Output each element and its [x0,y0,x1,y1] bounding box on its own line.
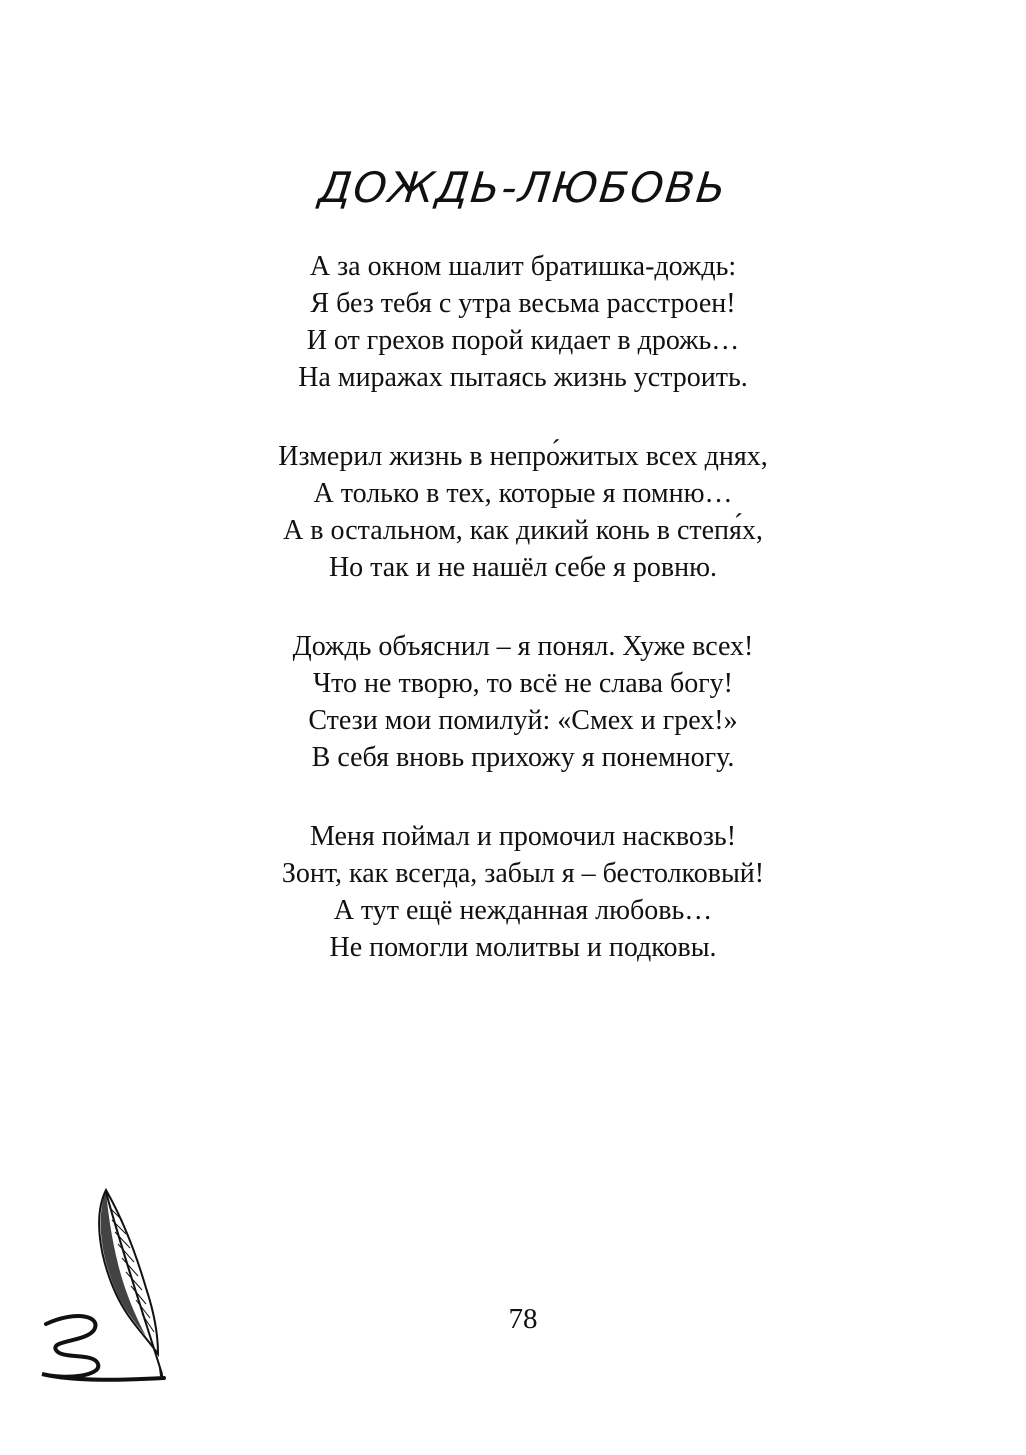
page-number: 78 [508,1303,538,1335]
quill-pen-icon [36,1184,176,1394]
poem-line: Дождь объяснил – я понял. Хуже всех! [292,631,754,662]
poem-line: А только в тех, которые я помню… [313,478,733,509]
poem-line: Стези мои помилуй: «Смех и грех!» [308,705,738,736]
poem-title: ДОЖДЬ-ЛЮБОВЬ [316,163,730,212]
poem-line: А за окном шалит братишка-дождь: [309,251,737,282]
poem-line: Не помогли молитвы и подковы. [329,932,717,963]
poem-line: Я без тебя с утра весьма расстроен! [310,288,736,319]
poem-line: И от грехов порой кидает в дрожь… [306,325,740,356]
poem-line: На миражах пытаясь жизнь устроить. [298,362,748,393]
poem-line: Но так и не нашёл себе я ровню. [328,552,718,583]
poem-line: Зонт, как всегда, забыл я – бестолковый! [281,858,765,889]
poem-body [0,248,1026,966]
stanza-2 [0,438,1026,586]
poem-line: В себя вновь прихожу я понемногу. [311,742,735,773]
poem-line: Меня поймал и промочил насквозь! [309,821,737,852]
poem-line: Что не творю, то всё не слава богу! [312,668,733,699]
stanza-4 [0,818,1026,966]
poem-line: А тут ещё нежданная любовь… [333,895,713,926]
poem-line: Измерил жизнь в непро́житых всех днях, [278,441,768,472]
stanza-3 [0,628,1026,776]
stanza-1 [0,248,1026,396]
poem-line: А в остальном, как дикий конь в степя́х, [283,515,763,546]
